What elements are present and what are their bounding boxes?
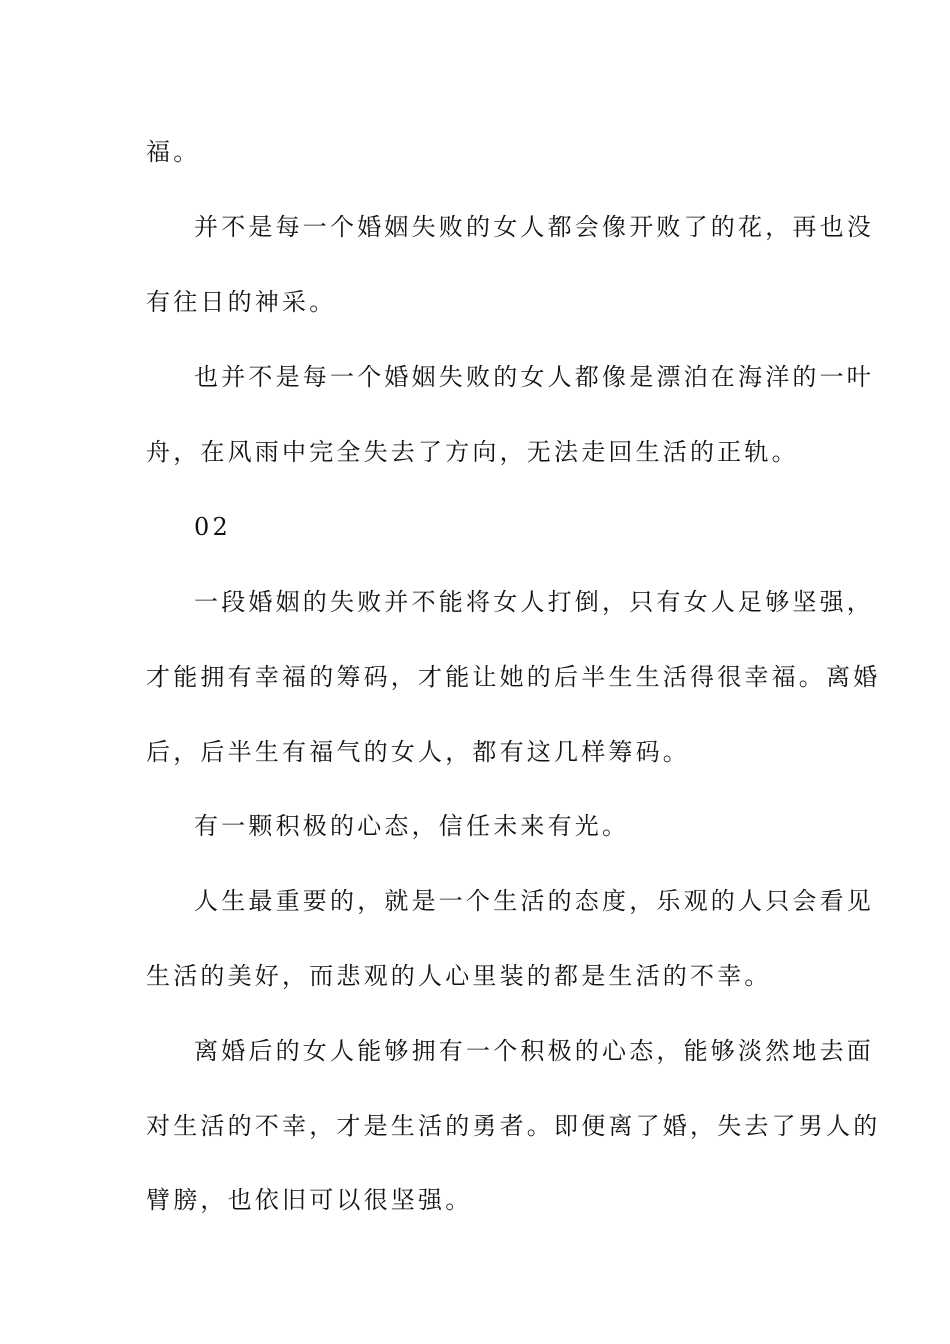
text-line: 臂膀，也依旧可以很坚强。 bbox=[146, 1186, 473, 1214]
text-line: 福。 bbox=[146, 138, 201, 166]
text-line: 生活的美好，而悲观的人心里装的都是生活的不幸。 bbox=[146, 962, 772, 990]
paragraph-line: 有一颗积极的心态，信任未来有光。 bbox=[194, 812, 630, 840]
section-number: 02 bbox=[194, 513, 231, 541]
paragraph-line: 一段婚姻的失败并不能将女人打倒，只有女人足够坚强， bbox=[194, 588, 874, 616]
paragraph-line: 离婚后的女人能够拥有一个积极的心态，能够淡然地去面 bbox=[194, 1037, 874, 1065]
paragraph-line: 也并不是每一个婚姻失败的女人都像是漂泊在海洋的一叶 bbox=[194, 363, 874, 391]
paragraph-line: 人生最重要的，就是一个生活的态度，乐观的人只会看见 bbox=[194, 887, 874, 915]
text-line: 有往日的神采。 bbox=[146, 288, 337, 316]
text-line: 舟，在风雨中完全失去了方向，无法走回生活的正轨。 bbox=[146, 438, 799, 466]
text-line: 对生活的不幸，才是生活的勇者。即便离了婚，失去了男人的 bbox=[146, 1112, 881, 1140]
text-line: 才能拥有幸福的筹码，才能让她的后半生生活得很幸福。离婚 bbox=[146, 663, 881, 691]
text-line: 后，后半生有福气的女人，都有这几样筹码。 bbox=[146, 738, 690, 766]
paragraph-line: 并不是每一个婚姻失败的女人都会像开败了的花，再也没 bbox=[194, 213, 874, 241]
